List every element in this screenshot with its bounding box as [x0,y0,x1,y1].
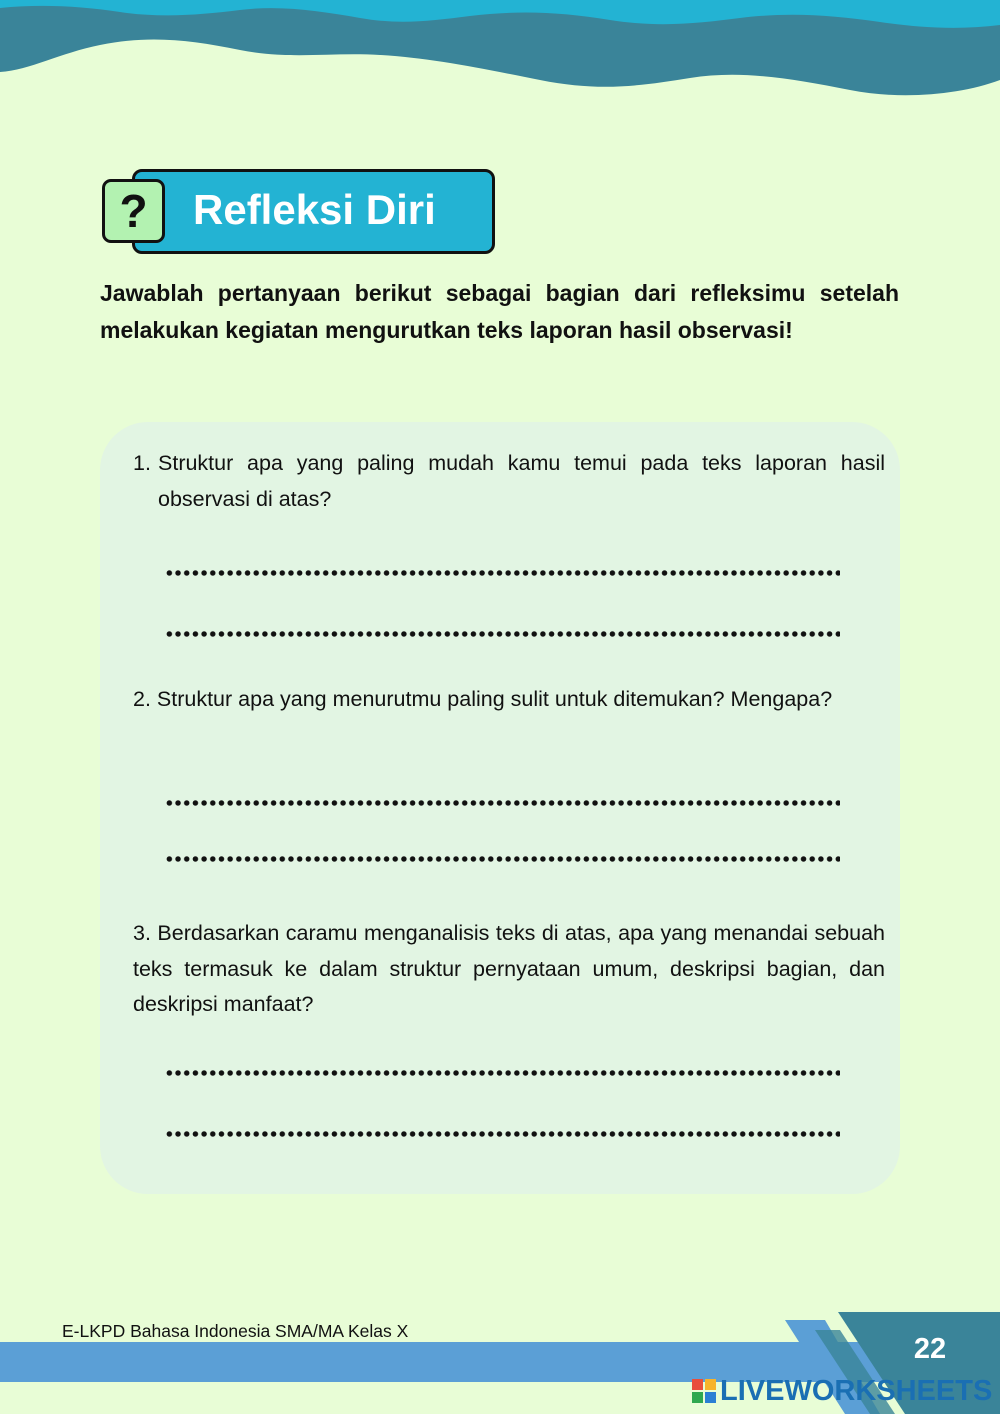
question-3-text: 3. Berdasarkan caramu menganalisis teks di atas, apa yang menandai sebuah teks termasuk ke dalam struktur pernyataan umum, deskripsi bagian, dan deskripsi manfaat? [133,921,885,1016]
watermark-text: LIVEWORKSHEETS [720,1375,993,1407]
question-1-number: 1. [133,451,151,475]
answer-line-1a[interactable] [165,567,840,579]
question-mark-icon: ? [102,179,165,243]
answer-line-3b[interactable] [165,1128,840,1140]
section-title: Refleksi Diri [193,186,436,233]
question-1 [133,446,885,517]
instruction-text: Jawablah pertanyaan berikut sebagai bagian dari refleksimu setelah melakukan kegiatan mengurutkan teks laporan hasil observasi! [100,280,899,343]
page-number: 22 [913,1333,947,1365]
footer-book-title: E-LKPD Bahasa Indonesia SMA/MA Kelas X [62,1321,409,1341]
question-2-text: 2. Struktur apa yang menurutmu paling sulit untuk ditemukan? Mengapa? [133,687,833,711]
answer-line-2a[interactable] [165,797,840,809]
answer-line-1b[interactable] [165,628,840,640]
answer-line-3a[interactable] [165,1067,840,1079]
header-waves [0,0,1000,110]
answer-line-2b[interactable] [165,853,840,865]
liveworksheets-logo-icon [692,1379,716,1403]
liveworksheets-watermark [692,1374,992,1408]
question-1-text: Struktur apa yang paling mudah kamu temui pada teks laporan hasil observasi di atas? [158,451,885,511]
